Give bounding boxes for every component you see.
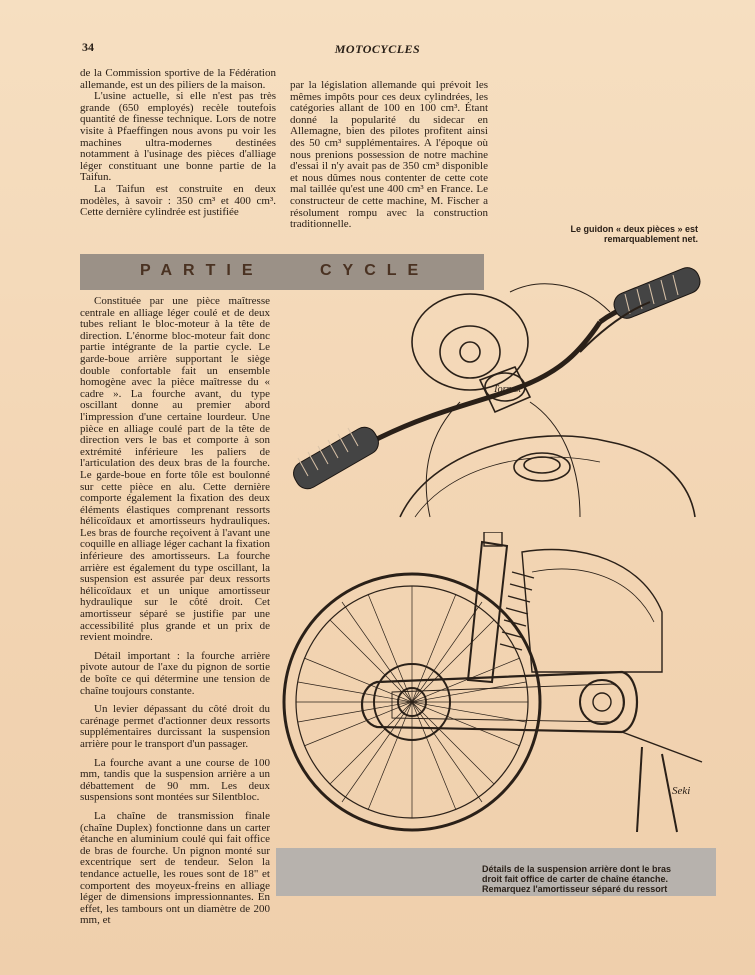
artist-signature: Seki xyxy=(672,785,691,797)
paragraph: Constituée par une pièce maîtresse centrale en alliage léger coulé et de deux tubes reliant le bloc-moteur à la tête de direction. L'énorme bloc-moteur fait donc partie intégrante de la partie cycle. Le garde-boue arrière supportant le siège double confortable fait un ensemble homogène avec la pièce maîtresse du « cadre ». La fourche avant, du type oscillant donne au premier abord l'impression d'une certaine lourdeur. Une pièce en alliage coulé part de la tête de direction vers le bas et comporte à son extrémité inférieure les paliers de l'articulation des deux bras de la fourche. Le garde-boue en forte tôle est boulonné sur cette pièce en alu. Cette dernière comporte également la fixation des deux éléments élastiques comprenant ressorts hélicoïdaux et amortisseurs hydrauliques. Les bras de fourche reçoivent à l'avant une coquille en alliage léger cachant la fixation inférieure des amortisseurs. La fourche arrière est également du type oscillant, la suspension est assurée par deux ressorts hélicoïdaux et un unique amortisseur hydraulique sur le côté droit. Cet amortisseur séparé se justifie par une accessibilité plus grande et un prix de revient moindre. xyxy=(80,295,270,644)
paragraph: La fourche avant a une course de 100 mm, tandis que la suspension arrière a un débattement de 90 mm. Les deux suspensions sont montées sur Silentbloc. xyxy=(80,756,270,804)
caption-text: Le guidon « deux pièces » est remarquablement net. xyxy=(570,224,698,244)
top-left-column xyxy=(80,68,276,219)
banner-word-1: PARTIE xyxy=(140,262,264,279)
journal-title: MOTOCYCLES xyxy=(334,42,421,56)
paragraph: La Taifun est construite en deux modèles, à savoir : 350 cm³ et 400 cm³. Cette dernière cylindrée est justifiée xyxy=(80,182,276,219)
top-right-column xyxy=(290,80,488,231)
caption-suspension xyxy=(482,864,712,894)
paragraph: L'usine actuelle, si elle n'est pas très grande (650 employés) recèle toutefois quantité de finesse technique. Lors de notre visite à Pfaeffingen nous avons pu voir les machines ultra-modernes destinées notamment à l'usinage des pièces d'alliage léger constituant une bonne partie de la Taifun. xyxy=(80,90,276,184)
paragraph: La chaîne de transmission finale (chaîne Duplex) fonctionne dans un carter étanche en aluminium coulé qui fait office de bras de fourche. Un pignon monté sur excentrique sert de tendeur. Selon la tendance actuelle, les roues sont de 18" et comportent des moyeux-freins en alliage léger de dimensions impressionnantes. En effet, les tambours ont un diamètre de 200 mm, et xyxy=(80,809,270,927)
paragraph: par la législation allemande qui prévoit les mêmes impôts pour ces deux cylindrées, les catégories allant de 100 en 100 cm³. Étant donné la popularité du sidecar en Allemagne, bien des pilotes profitent ainsi des 50 cm³ supplémentaires. A l'époque où nous prenions possession de notre machine d'essai il n'y avait pas de 350 cm³ disponible et nous dûmes nous contenter de cette cote mal taillée qu'est une 400 cm³ en France. Le constructeur de cette machine, M. Fischer a résolument rompu avec la construction traditionnelle. xyxy=(290,79,488,231)
caption-line: Remarquez l'amortisseur séparé du ressort xyxy=(482,884,668,894)
tank-badge-text: Tornax xyxy=(493,384,521,395)
paragraph: Détail important : la fourche arrière pivote autour de l'axe du pignon de sortie de boîte ce qui détermine une tension de chaîne toujours constante. xyxy=(80,649,270,697)
page-number: 34 xyxy=(82,40,94,54)
paragraph: Un levier dépassant du côté droit du carénage permet d'actionner deux ressorts supplémentaires durcissant la suspension arrière pour le transport d'un passager. xyxy=(80,703,270,750)
handlebar-illustration xyxy=(280,262,710,522)
caption-handlebar xyxy=(548,224,698,244)
caption-line: Détails de la suspension arrière dont le bras xyxy=(482,864,672,874)
rear-suspension-illustration xyxy=(282,532,722,844)
paragraph: de la Commission sportive de la Fédération allemande, est un des piliers de la maison. xyxy=(80,67,276,91)
banner-word-2: CYCLE xyxy=(320,262,430,279)
main-column xyxy=(80,296,270,927)
caption-line: droit fait office de carter de chaîne étanche. xyxy=(482,874,669,884)
